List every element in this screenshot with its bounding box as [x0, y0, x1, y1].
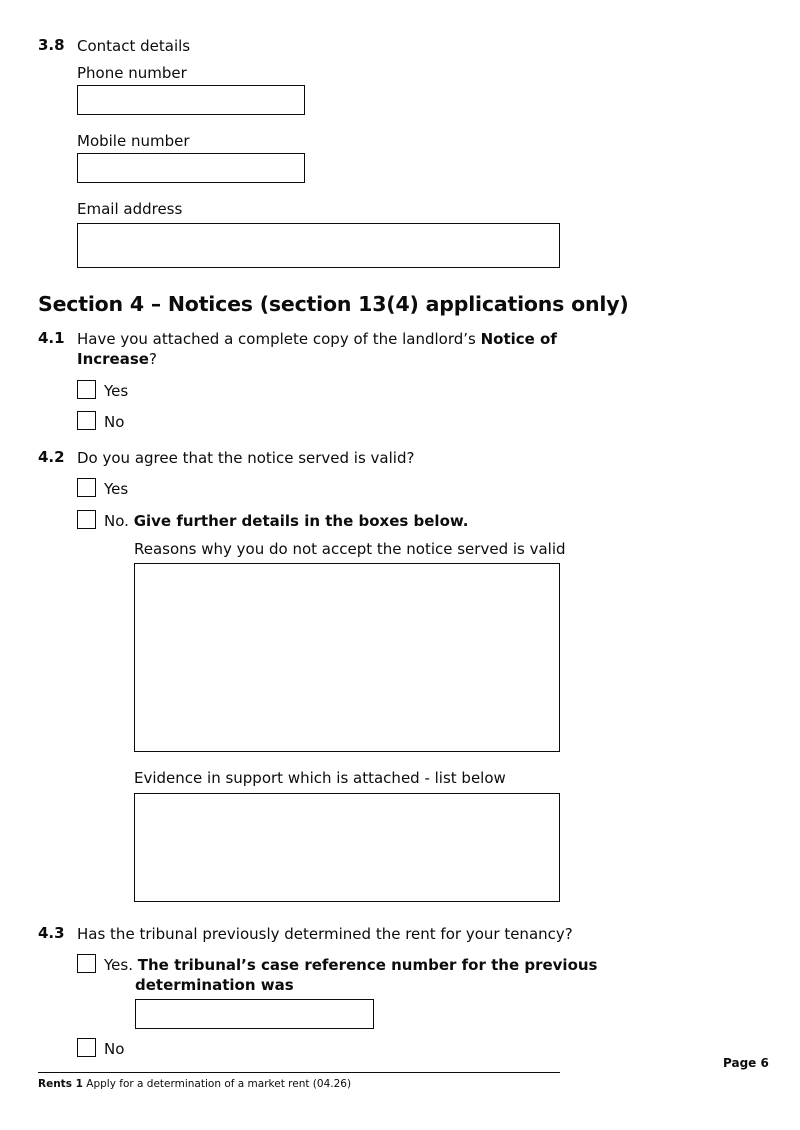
q4-2-yes-checkbox[interactable] [77, 478, 96, 497]
question-4-3-text: Has the tribunal previously determined the rent for your tenancy? [77, 925, 573, 943]
q4-3-no-checkbox[interactable] [77, 1038, 96, 1057]
case-reference-input[interactable] [135, 999, 374, 1029]
footer-form-title: Apply for a determination of a market rent (04.26) [86, 1078, 352, 1090]
phone-number-label: Phone number [77, 64, 187, 82]
question-4-1-line2-bold: Increase [77, 350, 149, 368]
reasons-textarea[interactable] [134, 563, 560, 752]
reasons-label: Reasons why you do not accept the notice served is valid [134, 540, 566, 558]
mobile-number-label: Mobile number [77, 132, 190, 150]
question-4-1-text-line2 [77, 349, 157, 369]
footer-text [38, 1078, 351, 1090]
question-4-1-line1-bold: Notice of [480, 330, 557, 348]
q4-2-yes-label: Yes [104, 480, 129, 498]
footer-divider [38, 1072, 560, 1073]
email-address-input[interactable] [77, 223, 560, 268]
q4-2-no-label: No. [104, 512, 129, 530]
email-address-label: Email address [77, 200, 183, 218]
section-4-heading [38, 292, 629, 316]
q4-1-yes-label: Yes [104, 382, 129, 400]
question-4-1-text [77, 329, 557, 349]
q4-3-yes-instruction-line2: determination was [135, 976, 294, 994]
question-number-4-1: 4.1 [38, 329, 65, 347]
q4-3-yes-instruction-line1: The tribunal’s case reference number for the previous [137, 956, 598, 974]
phone-number-input[interactable] [77, 85, 305, 115]
q4-1-yes-checkbox[interactable] [77, 380, 96, 399]
q4-1-no-label: No [104, 413, 125, 431]
question-4-1-line1-plain: Have you attached a complete copy of the landlord’s [77, 330, 481, 348]
evidence-textarea[interactable] [134, 793, 560, 902]
question-number-4-3: 4.3 [38, 924, 65, 942]
question-4-1-line2-plain: ? [148, 350, 157, 368]
q4-1-no-checkbox[interactable] [77, 411, 96, 430]
q4-3-yes-checkbox[interactable] [77, 954, 96, 973]
page-number: Page 6 [723, 1056, 769, 1070]
q4-2-no-option [104, 511, 468, 531]
q4-3-no-label: No [104, 1040, 125, 1058]
question-number-4-2: 4.2 [38, 448, 65, 466]
mobile-number-input[interactable] [77, 153, 305, 183]
footer-form-code: Rents 1 [38, 1078, 83, 1090]
evidence-label: Evidence in support which is attached - list below [134, 769, 506, 787]
q4-2-no-checkbox[interactable] [77, 510, 96, 529]
q4-2-no-instruction: Give further details in the boxes below. [133, 512, 469, 530]
q4-3-yes-instruction-line2-wrap [135, 975, 294, 995]
q4-3-yes-option [104, 955, 598, 975]
contact-details-heading: Contact details [77, 37, 191, 55]
q4-3-yes-label: Yes. [104, 956, 133, 974]
question-number-3-8: 3.8 [38, 36, 65, 54]
section-4-title: Section 4 – Notices (section 13(4) applications only) [38, 292, 629, 316]
question-4-2-text: Do you agree that the notice served is valid? [77, 449, 415, 467]
